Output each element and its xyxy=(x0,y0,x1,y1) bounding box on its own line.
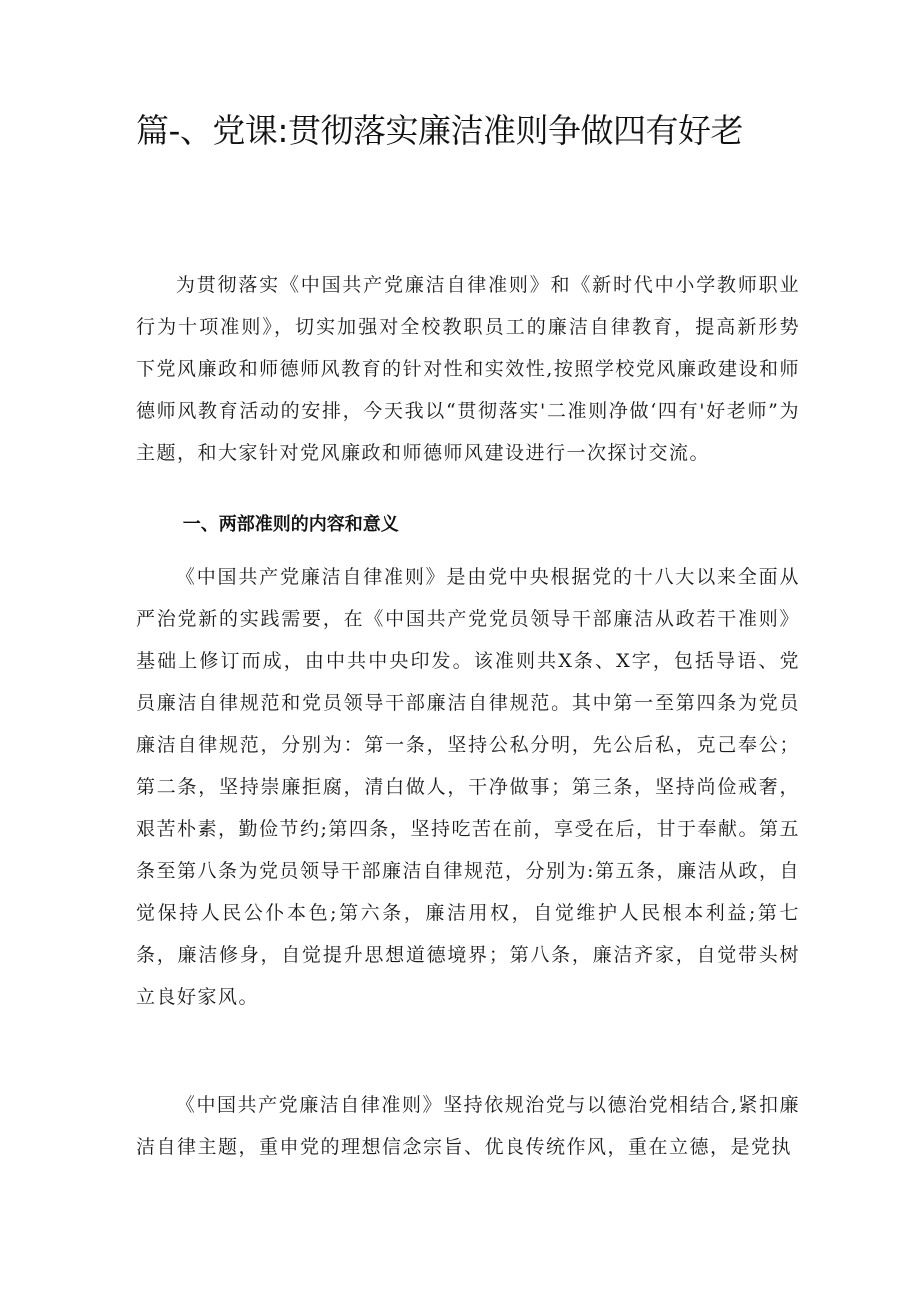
content-paragraph: 《中国共产党廉洁自律准则》是由党中央根据党的十八大以来全面从严治党新的实践需要，在《中国共产党党员领导干部廉洁从政若干准则》基础上修订而成，由中共中央印发。该准则共X条、X字，包括导语、党员廉洁自律规范和党员领导干部廉洁自律规范。其中第一至第四条为党员廉洁自律规范，分别为：第一条，坚持公私分明，先公后私，克己奉公；第二条，坚持崇廉拒腐，清白做人，干净做事；第三条，坚持尚俭戒奢，艰苦朴素，勤俭节约;第四条，坚持吃苦在前，享受在后，甘于奉献。第五条至第八条为党员领导干部廉洁自律规范，分别为:第五条，廉洁从政，自觉保持人民公仆本色;第六条，廉洁用权，自觉维护人民根本利益;第七条，廉洁修身，自觉提升思想道德境界；第八条，廉洁齐家，自觉带头树立良好家风。 xyxy=(136,566,800,1008)
intro-paragraph: 为贯彻落实《中国共产党廉洁自律准则》和《新时代中小学教师职业行为十项准则》，切实加强对全校教职员工的廉洁自律教育，提高新形势下党风廉政和师德师风教育的针对性和实效性,按照学校党风廉政建设和师德师风教育活动的安排，今天我以“贯彻落实'二准则净做‘四有'好老师”为主题，和大家针对党风廉政和师德师风建设进行一次探讨交流。 xyxy=(136,274,800,464)
section-heading: 一、两部准则的内容和意义 xyxy=(182,514,399,535)
content-paragraph-continued: 《中国共产党廉洁自律准则》坚持依规治党与以德治党相结合,紧扣廉洁自律主题，重申党的理想信念宗旨、优良传统作风，重在立德，是党执 xyxy=(136,1094,800,1158)
document-title: 篇-、党课:贯彻落实廉洁准则争做四有好老 xyxy=(136,111,744,150)
